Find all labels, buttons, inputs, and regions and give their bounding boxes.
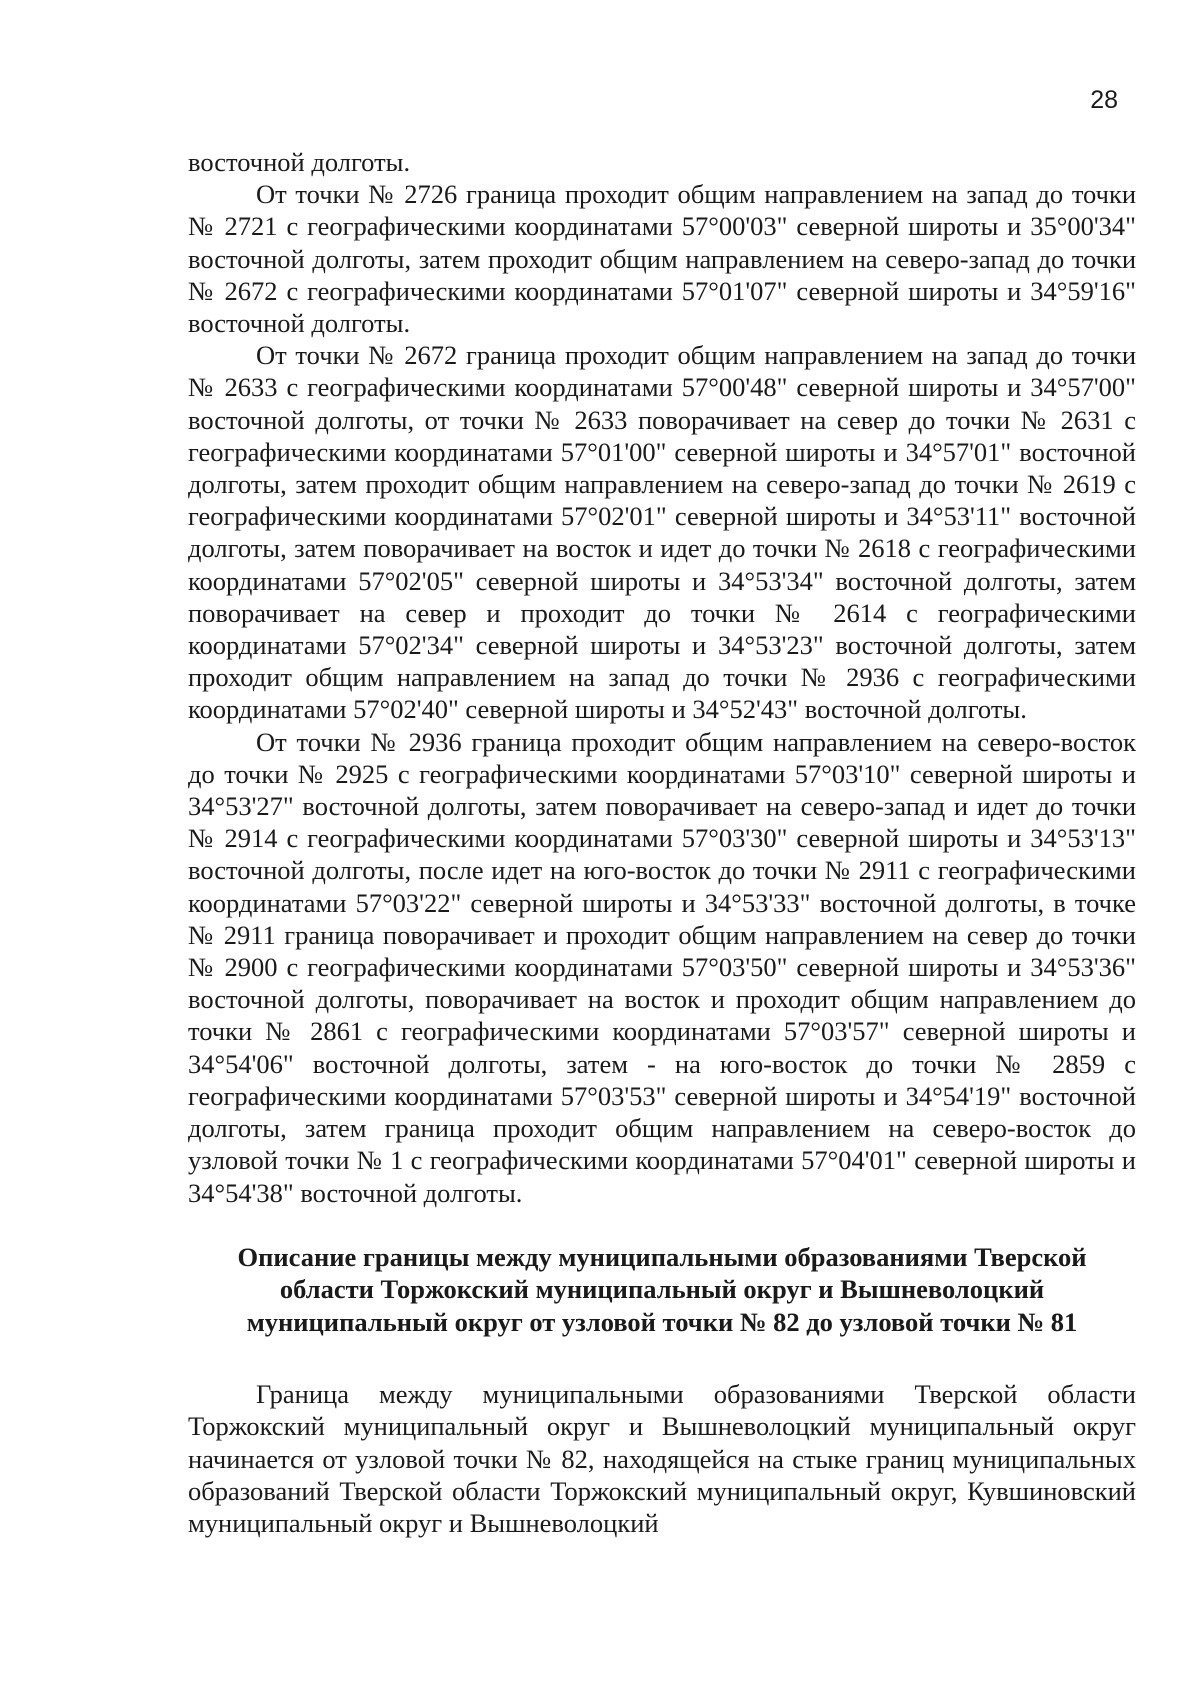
paragraph-continuation: восточной долготы. [188,147,411,177]
paragraph: Граница между муниципальными образованиями Тверской области Торжокский муниципальный округ и Вышневолоцкий муниципальный округ начинается от узловой точки № 82, находящейся на стыке границ муниципальных образований Тверской области Торжокский муниципальный округ, Кувшиновский муниципальный округ и Вышневолоцкий [188,1379,1136,1539]
paragraph: От точки № 2936 граница проходит общим направлением на северо-восток до точки № 2925 с географическими координатами 57°03'10" северной широты и 34°53'27" восточной долготы, затем поворачивает на северо-запад и идет до точки № 2914 с географическими координатами 57°03'30" северной широты и 34°53'13" восточной долготы, после идет на юго-восток до точки № 2911 с географическими координатами 57°03'22" северной широты и 34°53'33" восточной долготы, в точке № 2911 граница поворачивает и проходит общим направлением на север до точки № 2900 с географическими координатами 57°03'50" северной широты и 34°53'36" восточной долготы, поворачивает на восток и проходит общим направлением до точки № 2861 с географическими координатами 57°03'57" северной широты и 34°54'06" восточной долготы, затем - на юго-восток до точки № 2859 с географическими координатами 57°03'53" северной широты и 34°54'19" восточной долготы, затем граница проходит общим направлением на северо-восток до узловой точки № 1 с географическими координатами 57°04'01" северной широты и 34°54'38" восточной долготы. [188,726,1136,1208]
paragraph: От точки № 2726 граница проходит общим направлением на запад до точки № 2721 с географическими координатами 57°00'03" северной широты и 35°00'34" восточной долготы, затем проходит общим направлением на северо-запад до точки № 2672 с географическими координатами 57°01'07" северной широты и 34°59'16" восточной долготы. [188,179,1136,339]
paragraph: От точки № 2672 граница проходит общим направлением на запад до точки № 2633 с географическими координатами 57°00'48" северной широты и 34°57'00" восточной долготы, от точки № 2633 поворачивает на север до точки № 2631 с географическими координатами 57°01'00" северной широты и 34°57'01" восточной долготы, затем проходит общим направлением на северо-запад до точки № 2619 с географическими координатами 57°02'01" северной широты и 34°53'11" восточной долготы, затем поворачивает на восток и идет до точки № 2618 с географическими координатами 57°02'05" северной широты и 34°53'34" восточной долготы, затем поворачивает на север и проходит до точки № 2614 с географическими координатами 57°02'34" северной широты и 34°53'23" восточной долготы, затем проходит общим направлением на запад до точки № 2936 с географическими координатами 57°02'40" северной широты и 34°52'43" восточной долготы. [188,340,1136,725]
page-number: 28 [1090,86,1118,114]
section-title: Описание границы между муниципальными образованиями Тверской области Торжокский муниципальный округ и Вышневолоцкий муниципальный округ от узловой точки № 82 до узловой точки № 81 [237,1241,1087,1337]
document-body [188,146,1136,1539]
